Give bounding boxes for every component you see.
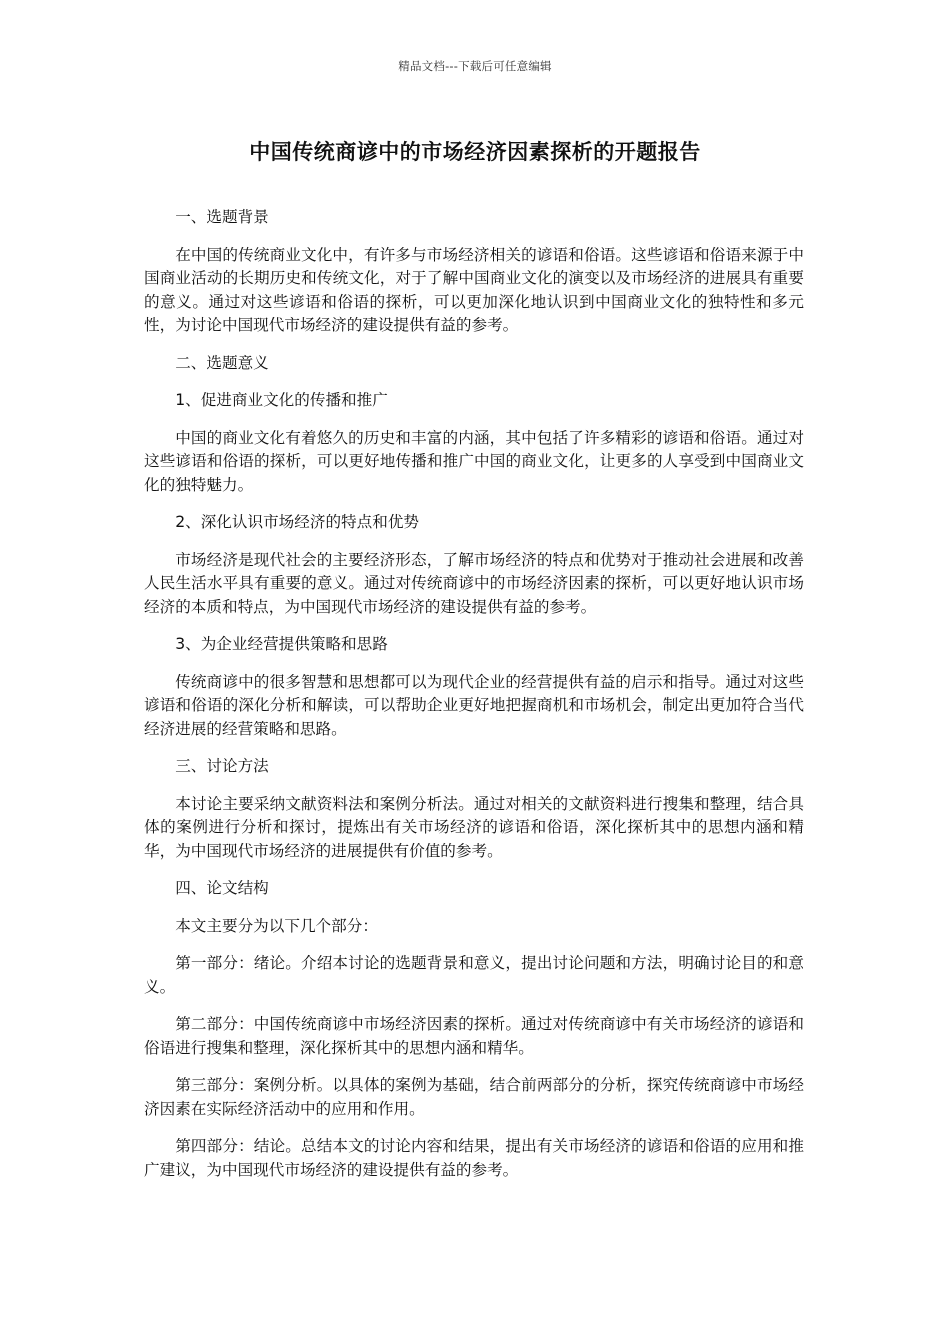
paragraph-background: 在中国的传统商业文化中，有许多与市场经济相关的谚语和俗语。这些谚语和俗语来源于中国商业活动的长期历史和传统文化，对于了解中国商业文化的演变以及市场经济的进展具有重要的意义。通过对这些谚语和俗语的探析，可以更加深化地认识到中国商业文化的独特性和多元性，为讨论中国现代市场经济的建设提供有益的参考。 <box>144 245 804 334</box>
header-watermark: 精品文档---下载后可任意编辑 <box>398 59 552 73</box>
section-heading-significance: 二、选题意义 <box>175 353 269 372</box>
section-heading-method: 三、讨论方法 <box>175 757 269 775</box>
paragraph-structure-part1: 第一部分：绪论。介绍本讨论的选题背景和意义，提出讨论问题和方法，明确讨论目的和意义。 <box>144 954 804 996</box>
paragraph-structure-part2: 第二部分：中国传统商谚中市场经济因素的探析。通过对传统商谚中有关市场经济的谚语和俗语进行搜集和整理，深化探析其中的思想内涵和精华。 <box>144 1015 804 1057</box>
section-heading-structure: 四、论文结构 <box>175 879 269 897</box>
section-heading-background: 一、选题背景 <box>175 208 269 226</box>
paragraph-method: 本讨论主要采纳文献资料法和案例分析法。通过对相关的文献资料进行搜集和整理，结合具体的案例进行分析和探讨，提炼出有关市场经济的谚语和俗语，深化探析其中的思想内涵和精华，为中国现代市场经济的进展提供有价值的参考。 <box>144 794 804 860</box>
paragraph-structure-intro: 本文主要分为以下几个部分： <box>175 916 378 935</box>
subheading-significance-2: 2、深化认识市场经济的特点和优势 <box>175 513 420 531</box>
document-title: 中国传统商谚中的市场经济因素探析的开题报告 <box>249 140 701 164</box>
subheading-significance-3: 3、为企业经营提供策略和思路 <box>175 635 388 653</box>
paragraph-significance-3: 传统商谚中的很多智慧和思想都可以为现代企业的经营提供有益的启示和指导。通过对这些谚语和俗语的深化分析和解读，可以帮助企业更好地把握商机和市场机会，制定出更加符合当代经济进展的经营策略和思路。 <box>144 672 804 738</box>
paragraph-structure-part4: 第四部分：结论。总结本文的讨论内容和结果，提出有关市场经济的谚语和俗语的应用和推广建议，为中国现代市场经济的建设提供有益的参考。 <box>144 1137 804 1179</box>
document-body <box>144 206 804 1196</box>
paragraph-significance-2: 市场经济是现代社会的主要经济形态，了解市场经济的特点和优势对于推动社会进展和改善人民生活水平具有重要的意义。通过对传统商谚中的市场经济因素的探析，可以更好地认识市场经济的本质和特点，为中国现代市场经济的建设提供有益的参考。 <box>144 550 804 616</box>
paragraph-structure-part3: 第三部分：案例分析。以具体的案例为基础，结合前两部分的分析，探究传统商谚中市场经济因素在实际经济活动中的应用和作用。 <box>144 1076 804 1118</box>
paragraph-significance-1: 中国的商业文化有着悠久的历史和丰富的内涵，其中包括了许多精彩的谚语和俗语。通过对这些谚语和俗语的探析，可以更好地传播和推广中国的商业文化，让更多的人享受到中国商业文化的独特魅力。 <box>144 428 804 494</box>
subheading-significance-1: 1、促进商业文化的传播和推广 <box>175 391 388 409</box>
